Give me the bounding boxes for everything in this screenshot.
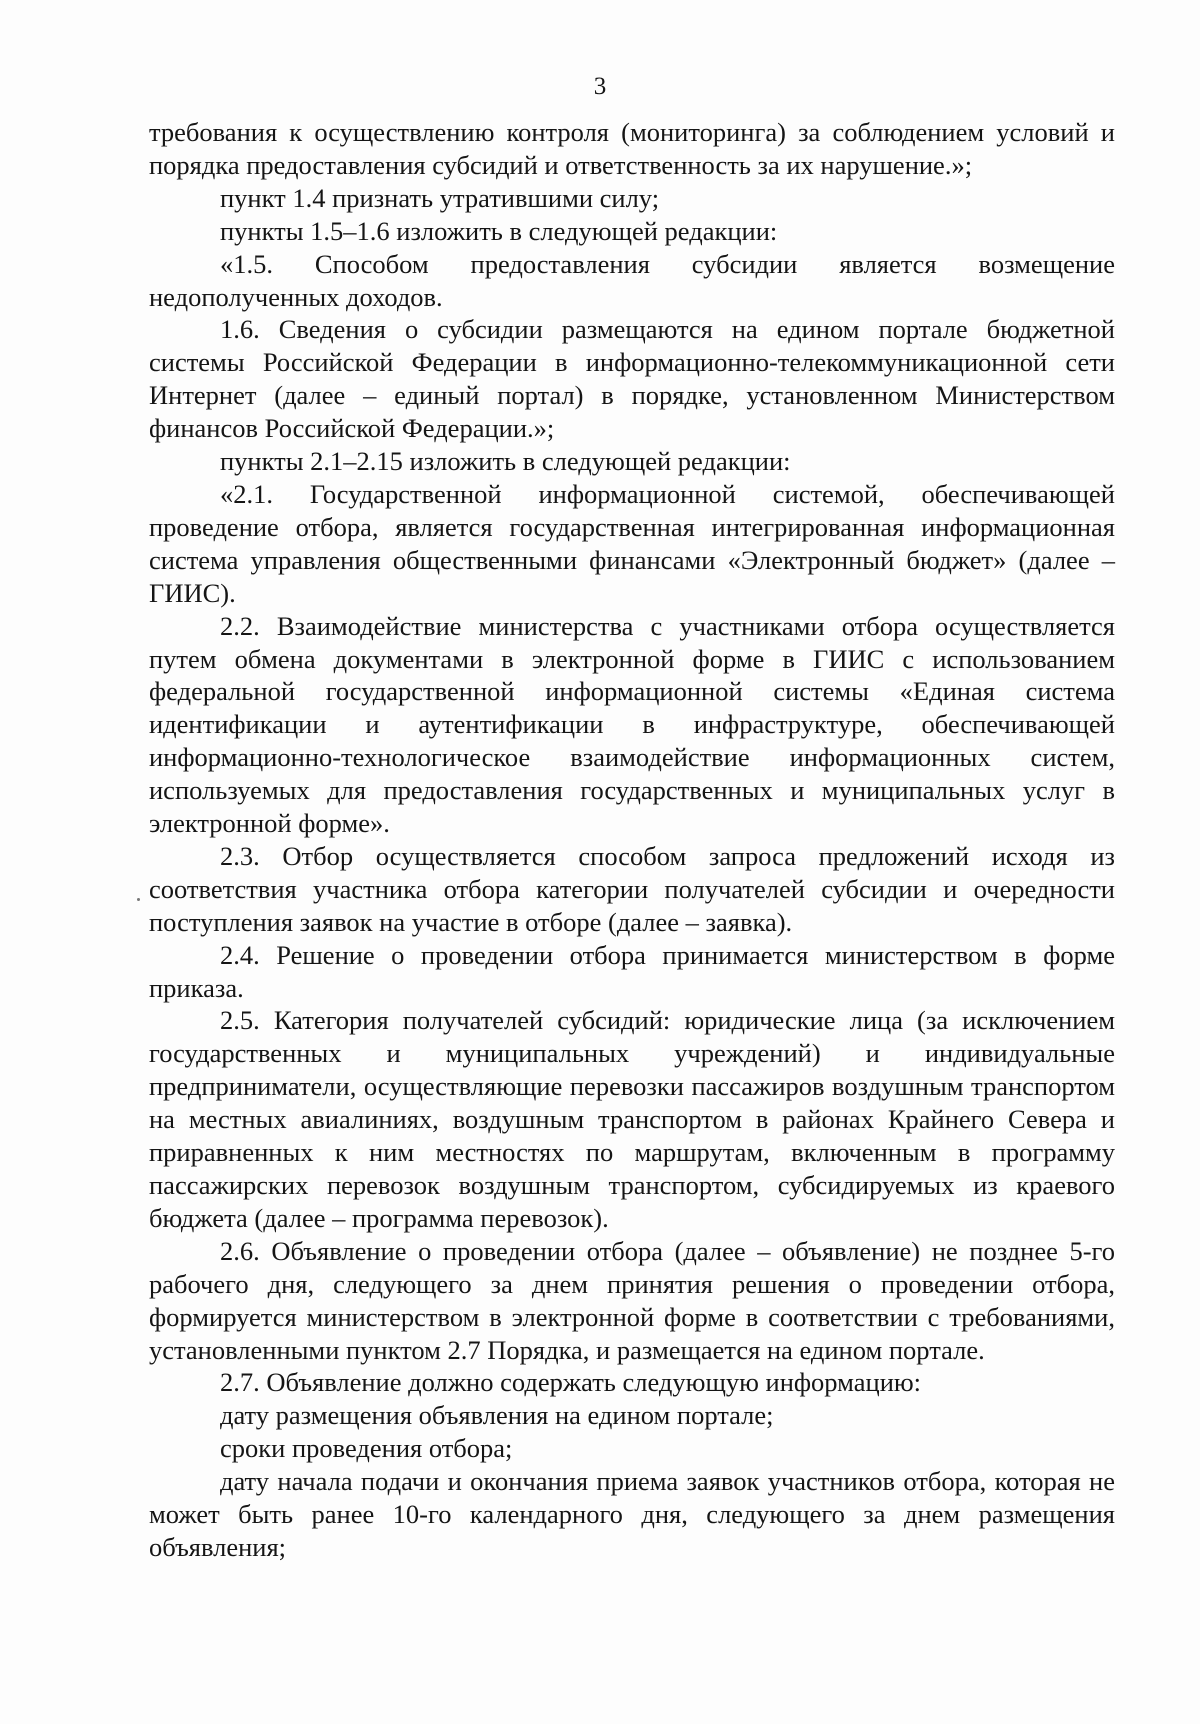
paragraph-items-1-5-1-6: пункты 1.5–1.6 изложить в следующей редакции: (220, 215, 778, 246)
page-number: 3 (593, 73, 607, 100)
paragraph-2-1: «2.1. Государственной информационной системой, обеспечивающей проведение отбора, является государственная интегрированная информационная система управления общественными финансами «Электронный бюджет» (далее – ГИИС). (149, 478, 1115, 608)
document-body (149, 116, 1115, 1564)
scan-speck (137, 898, 140, 901)
paragraph-item-1-4: пункт 1.4 признать утратившими силу; (220, 182, 660, 213)
paragraph-items-2-1-2-15: пункты 2.1–2.15 изложить в следующей редакции: (220, 446, 791, 477)
paragraph-continuation: требования к осуществлению контроля (мониторинга) за соблюдением условий и порядка предоставления субсидий и ответственность за их нарушение.»; (149, 117, 1115, 180)
paragraph-2-2: 2.2. Взаимодействие министерства с участниками отбора осуществляется путем обмена документами в электронной форме в ГИИС с использованием федеральной государственной информационной системы «Единая система идентификации и аутентификации в инфраструктуре, обеспечивающей информационно-технологическое взаимодействие информационных систем, используемых для предоставления государственных и муниципальных услуг в электронной форме». (149, 610, 1115, 839)
paragraph-2-6: 2.6. Объявление о проведении отбора (далее – объявление) не позднее 5-го рабочего дня, следующего за днем принятия решения о проведении отбора, формируется министерством в электронной форме в соответствии с требованиями, установленными пунктом 2.7 Порядка, и размещается на едином портале. (149, 1235, 1115, 1365)
paragraph-application-dates: дату начала подачи и окончания приема заявок участников отбора, которая не может быть ранее 10-го календарного дня, следующего за днем размещения объявления; (149, 1466, 1115, 1562)
paragraph-1-6: 1.6. Сведения о субсидии размещаются на едином портале бюджетной системы Российской Федерации в информационно-телекоммуникационной сети Интернет (далее – единый портал) в порядке, установленном Министерством финансов Российской Федерации.»; (149, 314, 1115, 444)
paragraph-2-3: 2.3. Отбор осуществляется способом запроса предложений исходя из соответствия участника отбора категории получателей субсидии и очередности поступления заявок на участие в отборе (далее – заявка). (149, 840, 1115, 937)
paragraph-2-4: 2.4. Решение о проведении отбора принимается министерством в форме приказа. (149, 939, 1115, 1003)
paragraph-1-5: «1.5. Способом предоставления субсидии является возмещение недополученных доходов. (149, 248, 1115, 312)
paragraph-2-7: 2.7. Объявление должно содержать следующую информацию: (220, 1367, 922, 1398)
paragraph-announcement-date: дату размещения объявления на едином портале; (220, 1400, 774, 1431)
paragraph-2-5: 2.5. Категория получателей субсидий: юридические лица (за исключением государственных и муниципальных учреждений) и индивидуальные предприниматели, осуществляющие перевозки пассажиров воздушным транспортом на местных авиалиниях, воздушным транспортом в районах Крайнего Севера и приравненных к ним местностях по маршрутам, включенным в программу пассажирских перевозок воздушным транспортом, субсидируемых из краевого бюджета (далее – программа перевозок). (149, 1005, 1115, 1233)
paragraph-selection-period: сроки проведения отбора; (220, 1433, 513, 1464)
